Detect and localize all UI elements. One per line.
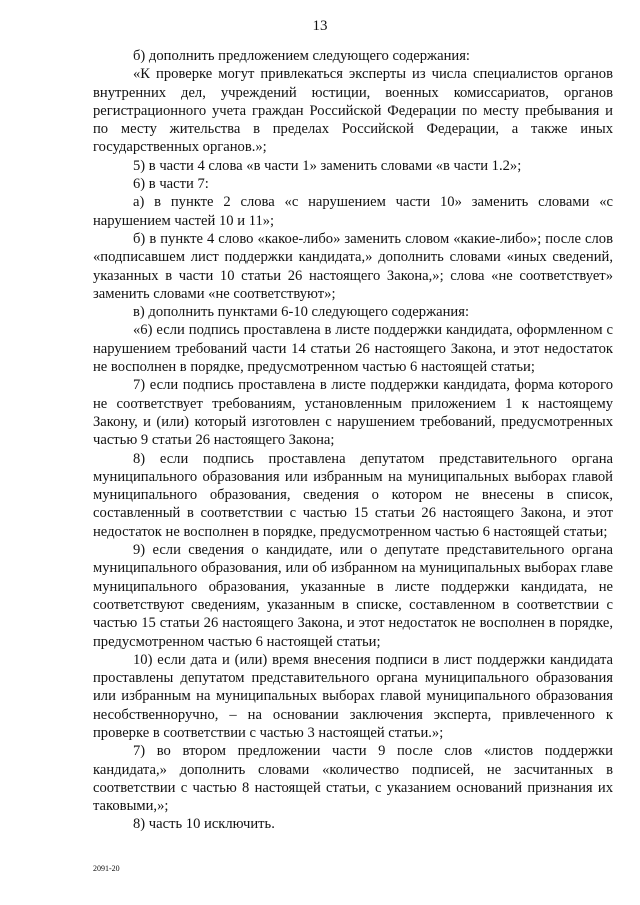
paragraph-point-7: 7) если подпись проставлена в листе поддержки кандидата, форма которого не соответствует требованиям, установленным приложением 1 к настоящему Закону, и (или) который изготовлен с нарушением требований, предусмотренных частью 9 статьи 26 настоящего Закона; — [93, 377, 613, 449]
paragraph-item-6: 6) в части 7: — [133, 176, 209, 193]
paragraph-item-6v: в) дополнить пунктами 6-10 следующего содержания: — [133, 304, 470, 321]
paragraph-point-10: 10) если дата и (или) время внесения подписи в лист поддержки кандидата проставлены депутатом представительного органа муниципального образования или избранным на муниципальных выборах главой муниципального образования несобственноручно, – на основании заключения эксперта, привлеченного к проверке в соответствии с частью 3 настоящей статьи.»; — [93, 651, 613, 741]
paragraph-item-5: 5) в части 4 слова «в части 1» заменить словами «в части 1.2»; — [133, 157, 522, 174]
paragraph-item-8: 8) часть 10 исключить. — [133, 816, 275, 833]
paragraph-experts-quote: «К проверке могут привлекаться эксперты из числа специалистов органов внутренних дел, учреждений юстиции, военных комиссариатов, органов регистрационного учета граждан Российской Федерации по месту пребывания и по месту жительства в пределах Российской Федерации, а также иных государственных органов.»; — [93, 66, 613, 156]
paragraph-b-supplement: б) дополнить предложением следующего содержания: — [133, 48, 470, 64]
paragraph-item-6a: а) в пункте 2 слова «с нарушением части 10» заменить словами «с нарушением частей 10 и 11»; — [93, 194, 613, 229]
paragraph-point-9: 9) если сведения о кандидате, или о депутате представительного органа муниципального образования, или об избранном на муниципальных выборах главе муниципального образования, указанные в листе поддержки кандидата, не соответствуют сведениям, указанным в списке, составленном в соответствии с частью 15 статьи 26 настоящего Закона, и этот недостаток не восполнен в порядке, предусмотренном частью 6 настоящей статьи; — [93, 542, 613, 650]
page-number: 13 — [312, 18, 328, 34]
paragraph-item-6b: б) в пункте 4 слово «какое-либо» заменить словом «какие-либо»; после слов «подписавшем лист поддержки кандидата,» дополнить словами «иных сведений, указанных в части 10 статьи 26 настоящего Закона,»; слова «не соответствует» заменить словами «не соответствуют»; — [93, 230, 613, 302]
document-code: 2091-20 — [93, 864, 120, 873]
paragraph-point-8: 8) если подпись проставлена депутатом представительного органа муниципального образования или избранным на муниципальных выборах главой муниципального образования, сведения о котором не внесены в список, составленный в соответствии с частью 15 статьи 26 настоящего Закона, и этот недостаток не восполнен в порядке, предусмотренном частью 6 настоящей статьи; — [93, 450, 613, 540]
document-body — [93, 47, 613, 834]
paragraph-point-6: «6) если подпись проставлена в листе поддержки кандидата, оформленном с нарушением требований части 14 статьи 26 настоящего Закона, и этот недостаток не восполнен в порядке, предусмотренном частью 6 настоящей статьи; — [93, 322, 613, 376]
paragraph-item-7: 7) во втором предложении части 9 после слов «листов поддержки кандидата,» дополнить словами «количество подписей, не засчитанных в соответствии с частью 8 настоящей статьи, с указанием оснований признания их таковыми,»; — [93, 743, 613, 815]
